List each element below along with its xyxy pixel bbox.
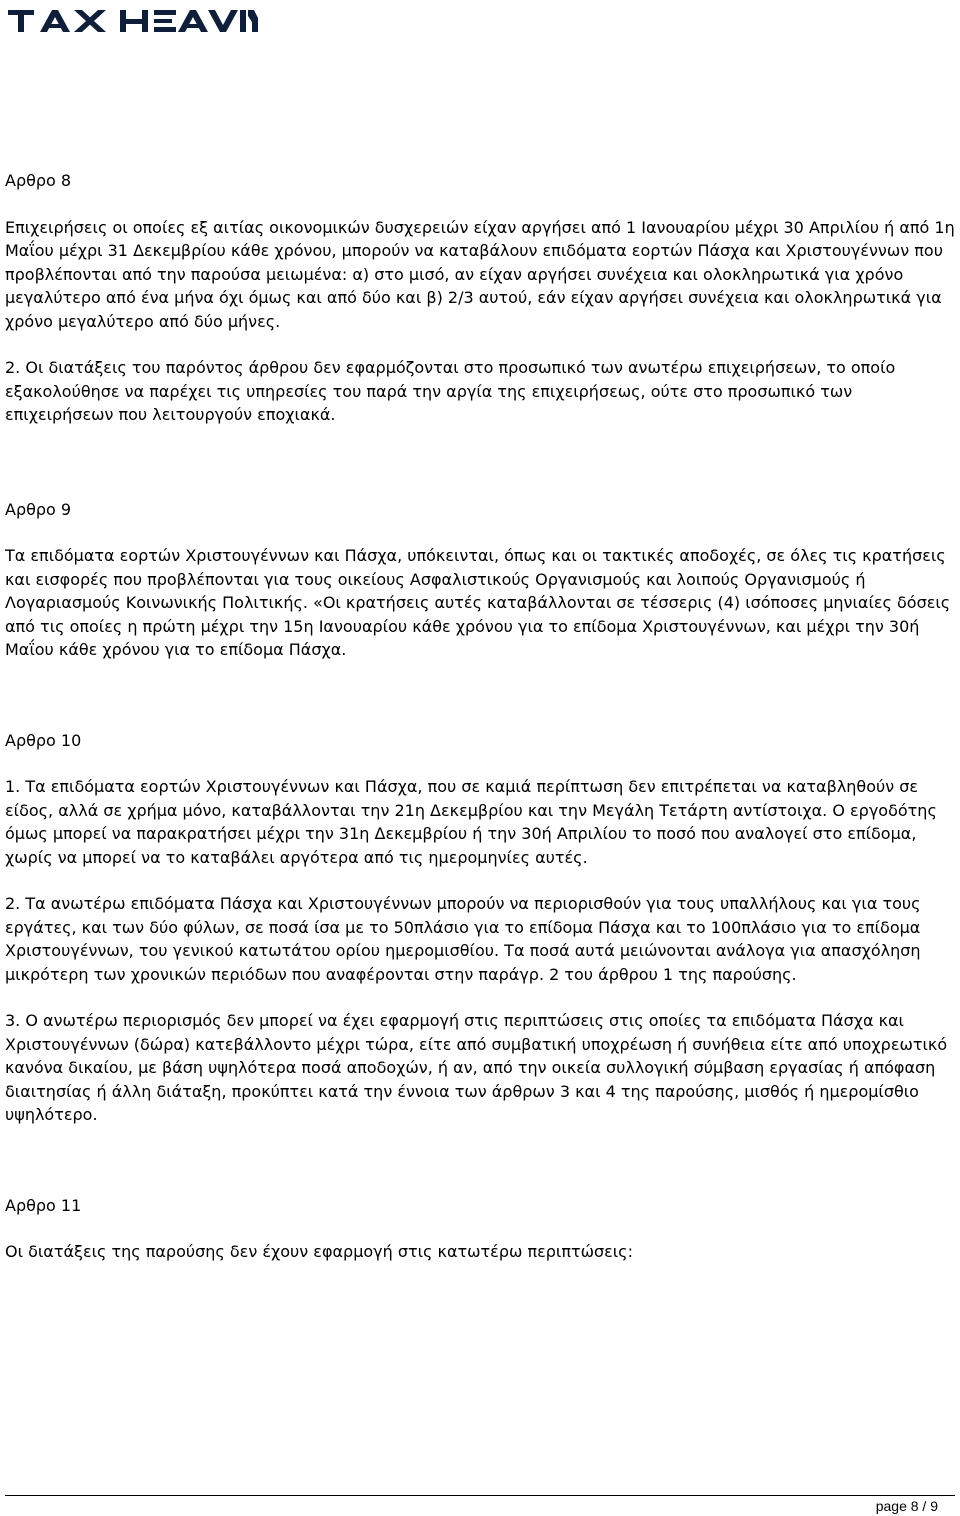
article-9-paragraph-1: Τα επιδόματα εορτών Χριστουγέννων και Πάσχα, υπόκεινται, όπως και οι τακτικές αποδοχές, σε όλες τις κρατήσεις και εισφορές που προβλέπονται για τους οικείους Ασφαλιστικούς Οργανισμούς και λοιπούς Οργανισμούς ή Λογαριασμούς Κοινωνικής Πολιτικής. «Οι κρατήσεις αυτές καταβάλλονται σε τέσσερις (4) ισόποσες μηνιαίες δόσεις από τις οποίες η πρώτη μέχρι την 15η Ιανουαρίου κάθε χρόνου για το επίδομα Χριστουγέννων, και μέχρι την 30ή Μαΐου κάθε χρόνου για το επίδομα Πάσχα. (5, 546, 951, 659)
page-number: page 8 / 9 (875, 1498, 938, 1514)
footer-divider (5, 1495, 955, 1496)
spacer (5, 1150, 955, 1194)
document-body (5, 169, 955, 1287)
article-11-title: Αρθρο 11 (5, 1195, 82, 1215)
article-10-paragraph-1: 1. Τα επιδόματα εορτών Χριστουγέννων και Πάσχα, που σε καμιά περίπτωση δεν επιτρέπεται να καταβληθούν σε είδος, αλλά σε χρήμα μόνο, καταβάλλονται την 21η Δεκεμβρίου και την Μεγάλη Τετάρτη αντίστοιχα. Ο εργοδότης όμως μπορεί να παρακρατήσει μέχρι την 31η Δεκεμβρίου ή την 30ή Απριλίου το ποσό που αναλογεί στο επίδομα, χωρίς να μπορεί να το καταβάλει αργότερα από τις ημερομηνίες αυτές. (5, 777, 937, 867)
spacer (5, 685, 955, 729)
article-8-paragraph-1: Επιχειρήσεις οι οποίες εξ αιτίας οικονομικών δυσχερειών είχαν αργήσει από 1 Ιανουαρίου μέχρι 30 Απριλίου ή από 1η Μαΐου μέχρι 31 Δεκεμβρίου κάθε χρόνου, μπορούν να καταβάλουν επιδόματα εορτών Πάσχα και Χριστουγέννων που προβλέπονται από την παρούσα μειωμένα: α) στο μισό, αν είχαν αργήσει συνέχεια και ολοκληρωτικά για χρόνο μεγαλύτερο από ένα μήνα όχι όμως και από δύο και β) 2/3 αυτού, εάν είχαν αργήσει συνέχεια και ολοκληρωτικά για χρόνο μεγαλύτερο από δύο μήνες. (5, 217, 955, 331)
article-8-title: Αρθρο 8 (5, 171, 72, 190)
article-10-title: Αρθρο 10 (5, 730, 82, 750)
article-10-paragraph-3: 3. Ο ανωτέρω περιορισμός δεν μπορεί να έχει εφαρμογή στις περιπτώσεις στις οποίες τα επιδόματα Πάσχα και Χριστουγέννων (δώρα) κατεβάλλοντο μέχρι τώρα, είτε από συμβατική υποχρέωση ή συνήθεια είτε από υποχρεωτικό κανόνα δικαίου, με βάση υψηλότερα ποσά αποδοχών, ή αν, από την οικεία συλλογική σύμβαση εργασίας ή απόφαση διαιτησίας ή άλλη διάταξη, προκύπτει κατά την έννοια των άρθρων 3 και 4 της παρούσης, μισθός ή ημερομίσθιο υψηλότερο. (5, 1011, 948, 1124)
article-9-title: Αρθρο 9 (5, 499, 72, 519)
article-10-paragraph-2: 2. Τα ανωτέρω επιδόματα Πάσχα και Χριστουγέννων μπορούν να περιορισθούν για τους υπαλλήλους και για τους εργάτες, και των δύο φύλων, σε ποσά ίσα με το 50πλάσιο για το επίδομα Πάσχα και το 100πλάσιο για το επίδομα Χριστουγέννων, του γενικού κατωτάτου ορίου ημερομισθίου. Τα ποσά αυτά μειώνονται ανάλογα για απασχόληση μικρότερη των χρονικών περιόδων που αναφέρονται στην παράγρ. 2 του άρθρου 1 της παρούσης. (5, 894, 921, 984)
article-8-paragraph-2: 2. Οι διατάξεις του παρόντος άρθρου δεν εφαρμόζονται στο προσωπικό των ανωτέρω επιχειρήσεων, το οποίο εξακολούθησε να παρέχει τις υπηρεσίες του παρά την αργία της επιχειρήσεως, ούτε στο προσωπικό των επιχειρήσεων που λειτουργούν εποχιακά. (5, 358, 896, 424)
tax-heaven-logo (8, 8, 258, 34)
article-11-paragraph-1: Οι διατάξεις της παρούσης δεν έχουν εφαρμογή στις κατωτέρω περιπτώσεις: (5, 1242, 633, 1261)
spacer (5, 450, 955, 498)
